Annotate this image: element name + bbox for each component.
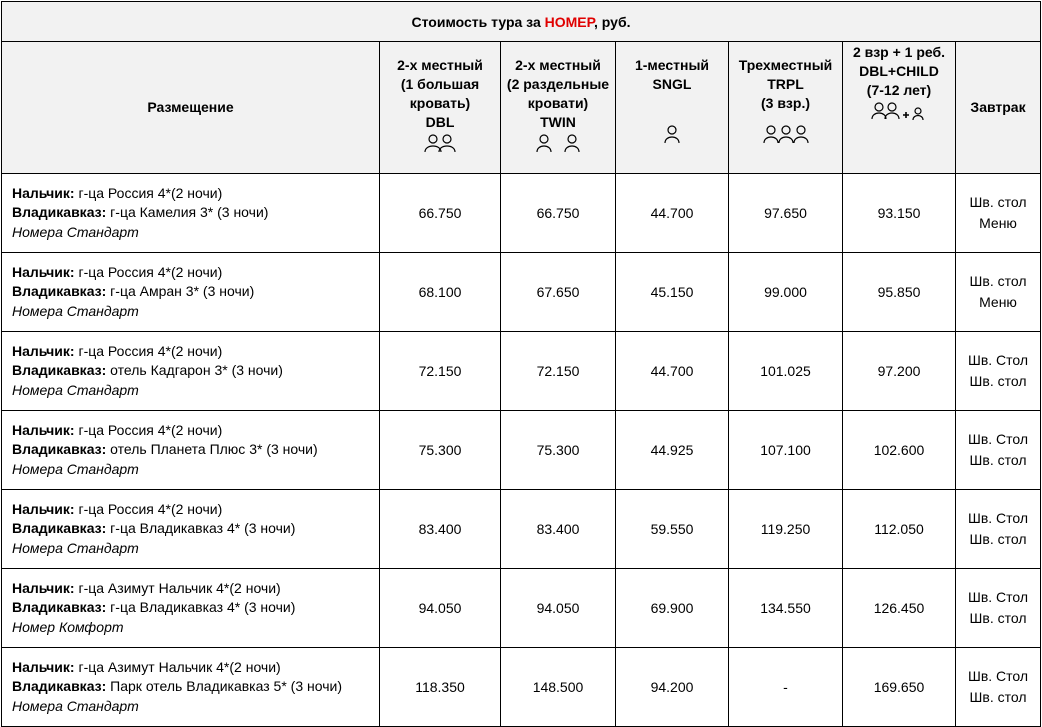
price-sngl: 44.700 (616, 174, 729, 253)
table-title (2, 2, 1041, 42)
header-twin (501, 42, 616, 174)
hotel-name: отель Планета Плюс 3* (3 ночи) (106, 441, 318, 458)
price-trpl: 101.025 (729, 332, 843, 411)
breakfast-line2: Шв. стол (969, 373, 1027, 389)
room-type-text: Номера Стандарт (12, 302, 139, 319)
price-child: 102.600 (843, 411, 956, 490)
breakfast-cell (956, 490, 1041, 569)
price-trpl: - (729, 648, 843, 727)
breakfast-cell (956, 411, 1041, 490)
price-dbl: 72.150 (380, 332, 501, 411)
breakfast-line1: Шв. Стол (967, 510, 1029, 526)
price-table (1, 1, 1041, 727)
line-nalchik (12, 421, 379, 441)
price-dbl: 118.350 (380, 648, 501, 727)
hotel-name: г-ца Россия 4*(2 ночи) (74, 263, 223, 280)
breakfast-cell (956, 332, 1041, 411)
price-sngl: 44.925 (616, 411, 729, 490)
breakfast-line2: Меню (979, 294, 1017, 310)
breakfast-line1: Шв. Стол (967, 589, 1029, 605)
city-label: Нальчик: (12, 421, 75, 438)
hotel-name: г-ца Азимут Нальчик 4*(2 ночи) (74, 579, 281, 596)
city-label: Нальчик: (12, 658, 75, 675)
hotel-name: г-ца Россия 4*(2 ночи) (74, 421, 223, 438)
price-child: 169.650 (843, 648, 956, 727)
price-twin: 67.650 (501, 253, 616, 332)
placement-cell (2, 569, 380, 648)
breakfast-cell (956, 174, 1041, 253)
header-child-code: DBL+CHILD (859, 63, 939, 79)
price-twin: 83.400 (501, 490, 616, 569)
title-prefix: Стоимость тура за (411, 13, 545, 30)
price-trpl: 97.650 (729, 174, 843, 253)
header-child-line3: (7-12 лет) (866, 82, 932, 98)
price-trpl: 99.000 (729, 253, 843, 332)
room-type (12, 223, 379, 243)
two-separate-persons-icon (536, 133, 580, 153)
one-person-icon (663, 124, 681, 144)
two-adults-plus-child-icon (870, 101, 928, 121)
table-row (2, 174, 1041, 253)
room-type-text: Номер Комфорт (12, 618, 124, 635)
price-sngl: 44.700 (616, 332, 729, 411)
header-dbl (380, 42, 501, 174)
line-vladikavkaz (12, 203, 379, 223)
line-nalchik (12, 500, 379, 520)
breakfast-line2: Шв. стол (969, 610, 1027, 626)
header-twin-code: TWIN (540, 114, 576, 130)
price-twin: 75.300 (501, 411, 616, 490)
placement-cell (2, 253, 380, 332)
placement-cell (2, 648, 380, 727)
room-type (12, 539, 379, 559)
placement-cell (2, 174, 380, 253)
placement-cell (2, 411, 380, 490)
city-label: Нальчик: (12, 579, 75, 596)
header-row (2, 42, 1041, 174)
header-trpl-line1: Трехместный (738, 57, 833, 73)
header-child-line1: 2 взр + 1 реб. (852, 44, 946, 60)
room-type (12, 302, 379, 322)
price-child: 97.200 (843, 332, 956, 411)
breakfast-line2: Меню (979, 215, 1017, 231)
title-row (2, 2, 1041, 42)
room-type-text: Номера Стандарт (12, 539, 139, 556)
line-nalchik (12, 263, 379, 283)
table-row (2, 411, 1041, 490)
price-trpl: 119.250 (729, 490, 843, 569)
city-label: Владикавказ: (12, 520, 107, 537)
hotel-name: г-ца Амран 3* (3 ночи) (106, 283, 255, 300)
header-sngl (616, 42, 729, 174)
header-sngl-code: SNGL (652, 76, 692, 92)
price-dbl: 66.750 (380, 174, 501, 253)
price-sngl: 59.550 (616, 490, 729, 569)
room-type-text: Номера Стандарт (12, 381, 139, 398)
table-row (2, 332, 1041, 411)
breakfast-line2: Шв. стол (969, 452, 1027, 468)
room-type-text: Номера Стандарт (12, 223, 139, 240)
room-type-text: Номера Стандарт (12, 460, 139, 477)
header-placement: Размещение (2, 42, 380, 174)
breakfast-line1: Шв. Стол (967, 668, 1029, 684)
breakfast-line1: Шв. стол (969, 273, 1027, 289)
line-nalchik (12, 658, 379, 678)
breakfast-line2: Шв. стол (969, 531, 1027, 547)
hotel-name: г-ца Россия 4*(2 ночи) (74, 184, 223, 201)
city-label: Нальчик: (12, 263, 75, 280)
breakfast-cell (956, 648, 1041, 727)
breakfast-line1: Шв. Стол (967, 352, 1029, 368)
title-highlight: НОМЕР (544, 13, 595, 30)
hotel-name: отель Кадгарон 3* (3 ночи) (106, 362, 283, 379)
room-type (12, 381, 379, 401)
price-twin: 72.150 (501, 332, 616, 411)
line-vladikavkaz (12, 282, 379, 302)
room-type (12, 618, 379, 638)
price-twin: 148.500 (501, 648, 616, 727)
price-dbl: 83.400 (380, 490, 501, 569)
line-vladikavkaz (12, 361, 379, 381)
price-child: 112.050 (843, 490, 956, 569)
header-child (843, 42, 956, 174)
city-label: Владикавказ: (12, 441, 107, 458)
price-sngl: 94.200 (616, 648, 729, 727)
header-dbl-code: DBL (425, 114, 455, 130)
price-sngl: 69.900 (616, 569, 729, 648)
price-child: 95.850 (843, 253, 956, 332)
header-trpl-code: TRPL (767, 76, 804, 92)
city-label: Нальчик: (12, 184, 75, 201)
price-dbl: 68.100 (380, 253, 501, 332)
hotel-name: г-ца Камелия 3* (3 ночи) (106, 204, 269, 221)
header-trpl (729, 42, 843, 174)
header-twin-line1: 2-х местный (515, 57, 601, 73)
breakfast-line2: Шв. стол (969, 689, 1027, 705)
two-persons-icon (423, 133, 457, 153)
title-suffix: , руб. (594, 13, 631, 30)
room-type (12, 460, 379, 480)
header-twin-line2: (2 раздельные (506, 76, 610, 92)
header-dbl-line3: кровать) (409, 95, 471, 111)
room-type-text: Номера Стандарт (12, 697, 139, 714)
city-label: Владикавказ: (12, 599, 107, 616)
city-label: Нальчик: (12, 342, 75, 359)
room-type (12, 697, 379, 717)
price-trpl: 134.550 (729, 569, 843, 648)
price-sngl: 45.150 (616, 253, 729, 332)
hotel-name: г-ца Азимут Нальчик 4*(2 ночи) (74, 658, 281, 675)
header-breakfast: Завтрак (956, 42, 1041, 174)
price-twin: 66.750 (501, 174, 616, 253)
hotel-name: г-ца Владикавказ 4* (3 ночи) (106, 599, 296, 616)
header-dbl-line2: (1 большая (400, 76, 480, 92)
header-twin-line3: кровати) (527, 95, 589, 111)
line-nalchik (12, 342, 379, 362)
price-twin: 94.050 (501, 569, 616, 648)
line-nalchik (12, 184, 379, 204)
header-trpl-line3: (3 взр.) (760, 95, 810, 111)
city-label: Нальчик: (12, 500, 75, 517)
price-child: 126.450 (843, 569, 956, 648)
breakfast-cell (956, 569, 1041, 648)
line-vladikavkaz (12, 598, 379, 618)
placement-cell (2, 332, 380, 411)
line-vladikavkaz (12, 677, 379, 697)
table-row (2, 648, 1041, 727)
hotel-name: Парк отель Владикавказ 5* (3 ночи) (106, 678, 342, 695)
city-label: Владикавказ: (12, 362, 107, 379)
breakfast-line1: Шв. стол (969, 194, 1027, 210)
breakfast-cell (956, 253, 1041, 332)
line-vladikavkaz (12, 519, 379, 539)
line-nalchik (12, 579, 379, 599)
header-sngl-line1: 1-местный (634, 57, 710, 73)
table-row (2, 253, 1041, 332)
price-trpl: 107.100 (729, 411, 843, 490)
placement-cell (2, 490, 380, 569)
hotel-name: г-ца Россия 4*(2 ночи) (74, 342, 223, 359)
header-dbl-line1: 2-х местный (397, 57, 483, 73)
table-row (2, 569, 1041, 648)
price-dbl: 75.300 (380, 411, 501, 490)
price-dbl: 94.050 (380, 569, 501, 648)
price-child: 93.150 (843, 174, 956, 253)
city-label: Владикавказ: (12, 283, 107, 300)
line-vladikavkaz (12, 440, 379, 460)
city-label: Владикавказ: (12, 204, 107, 221)
table-row (2, 490, 1041, 569)
three-persons-icon (762, 124, 810, 144)
hotel-name: г-ца Владикавказ 4* (3 ночи) (106, 520, 296, 537)
city-label: Владикавказ: (12, 678, 107, 695)
breakfast-line1: Шв. Стол (967, 431, 1029, 447)
hotel-name: г-ца Россия 4*(2 ночи) (74, 500, 223, 517)
